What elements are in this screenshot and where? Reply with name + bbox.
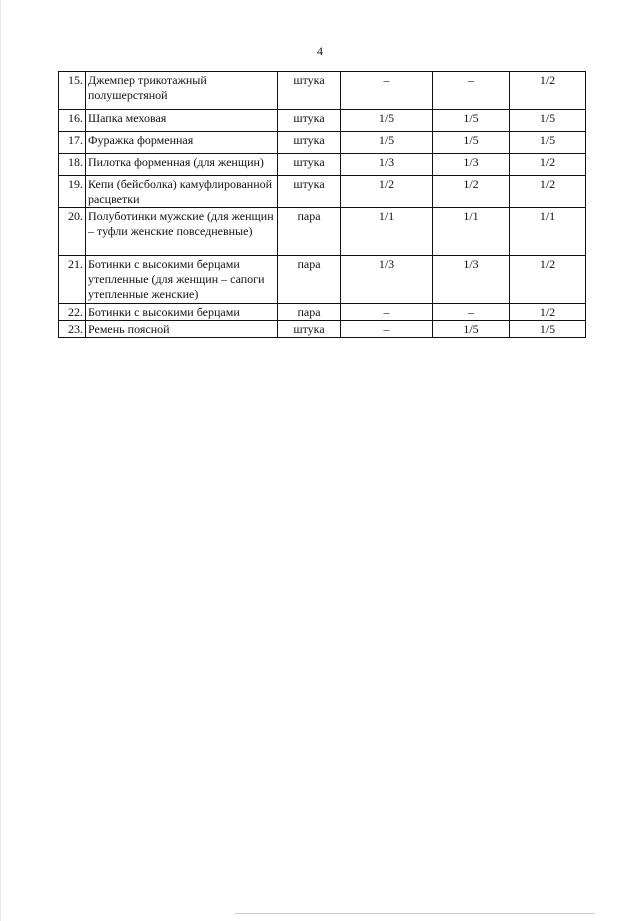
item-unit: штука — [278, 321, 341, 338]
item-name: Кепи (бейсболка) камуфлированной расцветки — [86, 176, 278, 208]
norm-col-1: – — [341, 304, 433, 321]
norm-col-3: 1/1 — [510, 208, 586, 256]
norm-col-2: 1/3 — [433, 256, 510, 304]
table-row — [59, 132, 586, 154]
row-number: 18. — [59, 154, 86, 176]
norm-col-1: – — [341, 72, 433, 110]
norm-col-3: 1/2 — [510, 304, 586, 321]
table-row — [59, 110, 586, 132]
table-row — [59, 72, 586, 110]
norm-col-2: 1/2 — [433, 176, 510, 208]
scan-edge-bottom — [235, 913, 595, 914]
norm-col-2: – — [433, 304, 510, 321]
item-name: Шапка меховая — [86, 110, 278, 132]
norm-col-2: 1/3 — [433, 154, 510, 176]
items-table — [58, 71, 586, 338]
item-name: Ботинки с высокими берцами — [86, 304, 278, 321]
norm-col-3: 1/2 — [510, 256, 586, 304]
row-number: 22. — [59, 304, 86, 321]
item-unit: штука — [278, 176, 341, 208]
norm-col-2: 1/5 — [433, 132, 510, 154]
page-number: 4 — [317, 44, 323, 58]
table-row — [59, 321, 586, 338]
norm-col-1: 1/5 — [341, 132, 433, 154]
norm-col-3: 1/2 — [510, 154, 586, 176]
item-unit: пара — [278, 256, 341, 304]
item-name: Ботинки с высокими берцами утепленные (для женщин – сапоги утепленные женские) — [86, 256, 278, 304]
norm-col-2: 1/1 — [433, 208, 510, 256]
item-unit: пара — [278, 208, 341, 256]
table-row — [59, 176, 586, 208]
norm-col-2: 1/5 — [433, 110, 510, 132]
item-unit: штука — [278, 72, 341, 110]
norm-col-2: 1/5 — [433, 321, 510, 338]
table-row — [59, 154, 586, 176]
item-unit: штука — [278, 132, 341, 154]
item-name: Ремень поясной — [86, 321, 278, 338]
item-unit: штука — [278, 154, 341, 176]
norm-col-1: – — [341, 321, 433, 338]
row-number: 15. — [59, 72, 86, 110]
scan-edge-left — [0, 0, 1, 921]
table-row — [59, 304, 586, 321]
row-number: 17. — [59, 132, 86, 154]
norm-col-1: 1/1 — [341, 208, 433, 256]
item-name: Пилотка форменная (для женщин) — [86, 154, 278, 176]
row-number: 21. — [59, 256, 86, 304]
row-number: 20. — [59, 208, 86, 256]
row-number: 23. — [59, 321, 86, 338]
norm-col-1: 1/3 — [341, 256, 433, 304]
norm-col-1: 1/5 — [341, 110, 433, 132]
norm-col-2: – — [433, 72, 510, 110]
norm-col-3: 1/2 — [510, 176, 586, 208]
norm-col-1: 1/2 — [341, 176, 433, 208]
table-row — [59, 208, 586, 256]
row-number: 19. — [59, 176, 86, 208]
item-unit: штука — [278, 110, 341, 132]
row-number: 16. — [59, 110, 86, 132]
norm-col-1: 1/3 — [341, 154, 433, 176]
item-name: Полуботинки мужские (для женщин – туфли женские повседневные) — [86, 208, 278, 256]
norm-col-3: 1/5 — [510, 321, 586, 338]
norm-col-3: 1/5 — [510, 132, 586, 154]
item-name: Фуражка форменная — [86, 132, 278, 154]
table-row — [59, 256, 586, 304]
norm-col-3: 1/5 — [510, 110, 586, 132]
norm-col-3: 1/2 — [510, 72, 586, 110]
item-unit: пара — [278, 304, 341, 321]
item-name: Джемпер трикотажный полушерстяной — [86, 72, 278, 110]
